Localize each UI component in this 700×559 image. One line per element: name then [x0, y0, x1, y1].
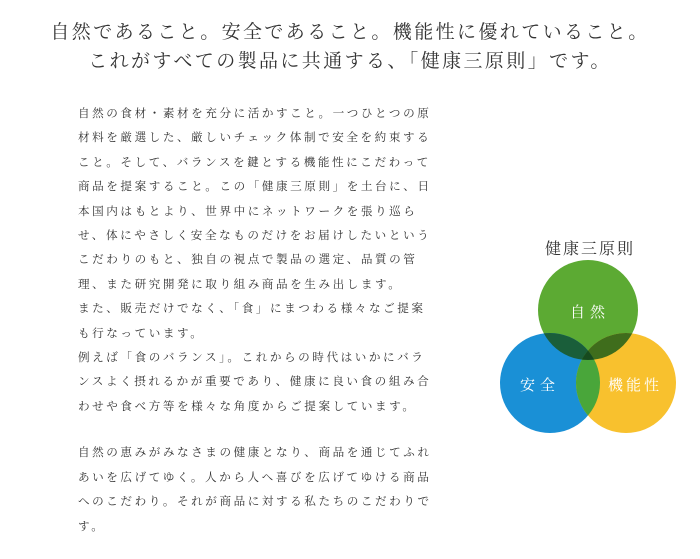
paragraph-line: 材料を厳選した、厳しいチェック体制で安全を約束する: [78, 130, 432, 145]
paragraph-line: こと。そして、バランスを鍵とする機能性にこだわって: [78, 154, 431, 169]
paragraph-line: 本国内はもとより、世界中にネットワークを張り巡ら: [78, 203, 418, 218]
paragraph-1: [78, 101, 473, 418]
paragraph-line: 自然の食材・素材を充分に活かすこと。一つひとつの原: [78, 106, 432, 120]
paragraph-2: [78, 440, 473, 538]
headline: [0, 18, 700, 76]
paragraph-line: せ、体にやさしく安全なものだけをお届けしたいという: [78, 228, 432, 243]
venn-diagram: [490, 228, 690, 448]
paragraph-line: 理、また研究開発に取り組み商品を生み出します。: [78, 276, 403, 291]
label-safety: 安全: [520, 376, 561, 394]
label-function: 機能性: [608, 376, 663, 394]
paragraph-line: も行なっています。: [78, 325, 205, 340]
paragraph-line: 例えば「食のバランス」。これからの時代はいかにバラ: [78, 350, 426, 365]
paragraph-line: こだわりのもと、独自の視点で製品の選定、品質の管: [78, 252, 418, 267]
three-principles-diagram: [490, 228, 690, 448]
paragraph-line: す。: [78, 518, 106, 533]
headline-line-1: 自然であること。安全であること。機能性に優れていること。: [50, 21, 650, 43]
paragraph-line: あいを広げてゆく。人から人へ喜びを広げてゆける商品: [78, 469, 432, 484]
diagram-title: 健康三原則: [544, 239, 635, 258]
paragraph-line: 商品を提案すること。この「健康三原則」を土台に、日: [78, 179, 432, 194]
paragraph-spacer: [78, 418, 473, 440]
label-nature: 自然: [570, 303, 611, 321]
paragraph-line: 自然の恵みがみなさまの健康となり、商品を通じてふれ: [78, 445, 432, 460]
paragraph-line: ンスよく摂れるかが重要であり、健康に良い食の組み合: [78, 374, 432, 389]
paragraph-line: わせや食べ方等を様々な角度からご提案しています。: [78, 398, 417, 413]
paragraph-line: へのこだわり。それが商品に対する私たちのこだわりで: [78, 494, 432, 509]
headline-line-2: これがすべての製品に共通する、「健康三原則」です。: [88, 50, 612, 72]
body-text: [78, 101, 473, 538]
paragraph-line: また、販売だけでなく、「食」にまつわる様々なご提案: [78, 301, 426, 316]
